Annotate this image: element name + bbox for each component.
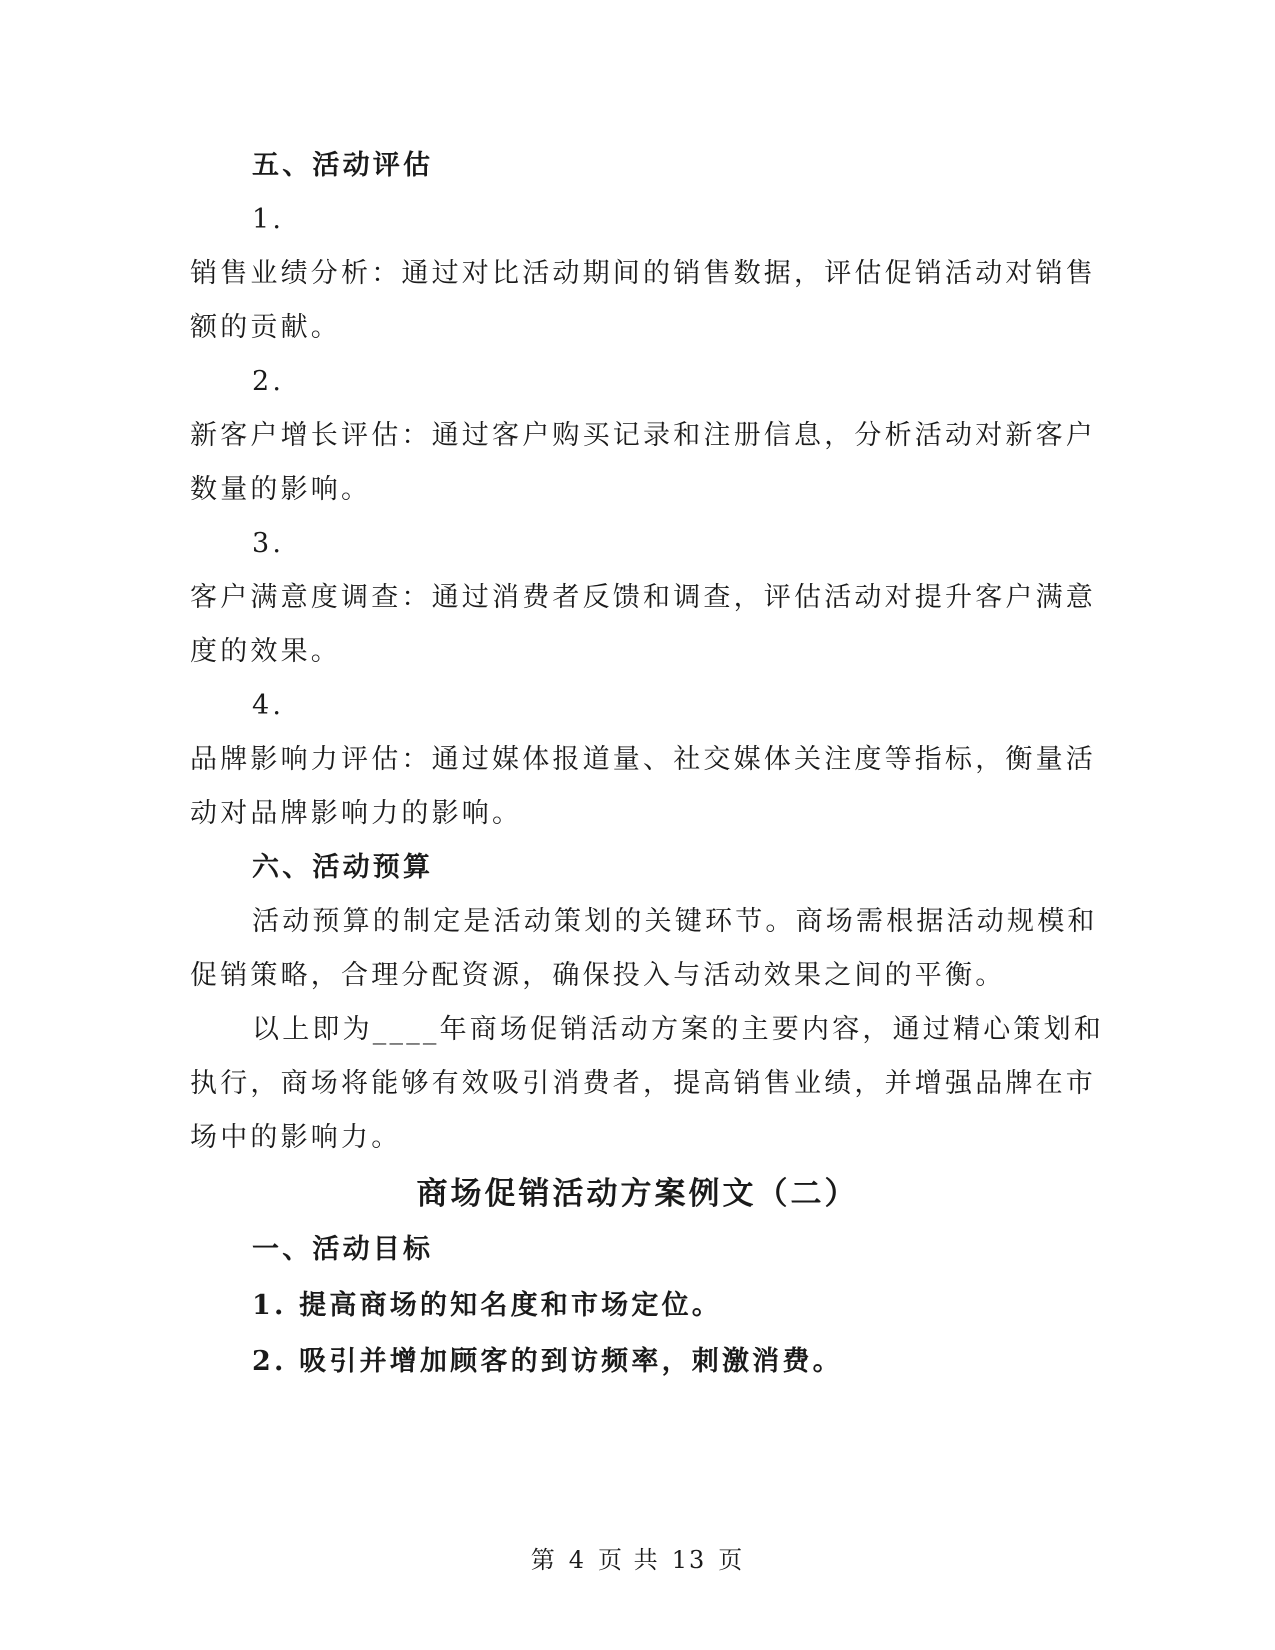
paragraph-line: 动对品牌影响力的影响。 [190, 798, 523, 829]
goal-item: 2. 吸引并增加顾客的到访频率，刺激消费。 [252, 1346, 843, 1377]
section-heading-goals: 一、活动目标 [252, 1234, 434, 1265]
paragraph-line: 以上即为____年商场促销活动方案的主要内容，通过精心策划和 [252, 1014, 1104, 1045]
paragraph-line: 新客户增长评估：通过客户购买记录和注册信息，分析活动对新客户 [190, 420, 1096, 451]
paragraph-line: 促销策略，合理分配资源，确保投入与活动效果之间的平衡。 [190, 960, 1006, 991]
paragraph-line: 数量的影响。 [190, 474, 372, 505]
paragraph-line: 销售业绩分析：通过对比活动期间的销售数据，评估促销活动对销售 [190, 258, 1096, 289]
page-footer [0, 1544, 1275, 1576]
paragraph-line: 活动预算的制定是活动策划的关键环节。商场需根据活动规模和 [252, 906, 1098, 937]
paragraph-line: 执行，商场将能够有效吸引消费者，提高销售业绩，并增强品牌在市 [190, 1068, 1096, 1099]
page-label-prefix: 第 [530, 1546, 557, 1574]
paragraph-line: 额的贡献。 [190, 312, 341, 343]
document-title: 商场促销活动方案例文（二） [416, 1176, 859, 1212]
page-label-suffix: 页 [718, 1546, 745, 1574]
paragraph-line: 度的效果。 [190, 636, 341, 667]
list-number: 4. [252, 690, 285, 721]
total-pages-number: 13 [671, 1546, 707, 1574]
paragraph-line: 客户满意度调查：通过消费者反馈和调查，评估活动对提升客户满意 [190, 582, 1096, 613]
paragraph-line: 场中的影响力。 [190, 1122, 402, 1153]
section-heading-budget: 六、活动预算 [252, 852, 434, 883]
page-label-middle: 页 共 [598, 1546, 660, 1574]
current-page-number: 4 [568, 1546, 587, 1574]
list-number: 3. [252, 528, 285, 559]
list-number: 1. [252, 204, 285, 235]
section-heading-evaluation: 五、活动评估 [252, 150, 434, 181]
goal-item: 1. 提高商场的知名度和市场定位。 [252, 1290, 722, 1321]
list-number: 2. [252, 366, 285, 397]
paragraph-line: 品牌影响力评估：通过媒体报道量、社交媒体关注度等指标，衡量活 [190, 744, 1096, 775]
